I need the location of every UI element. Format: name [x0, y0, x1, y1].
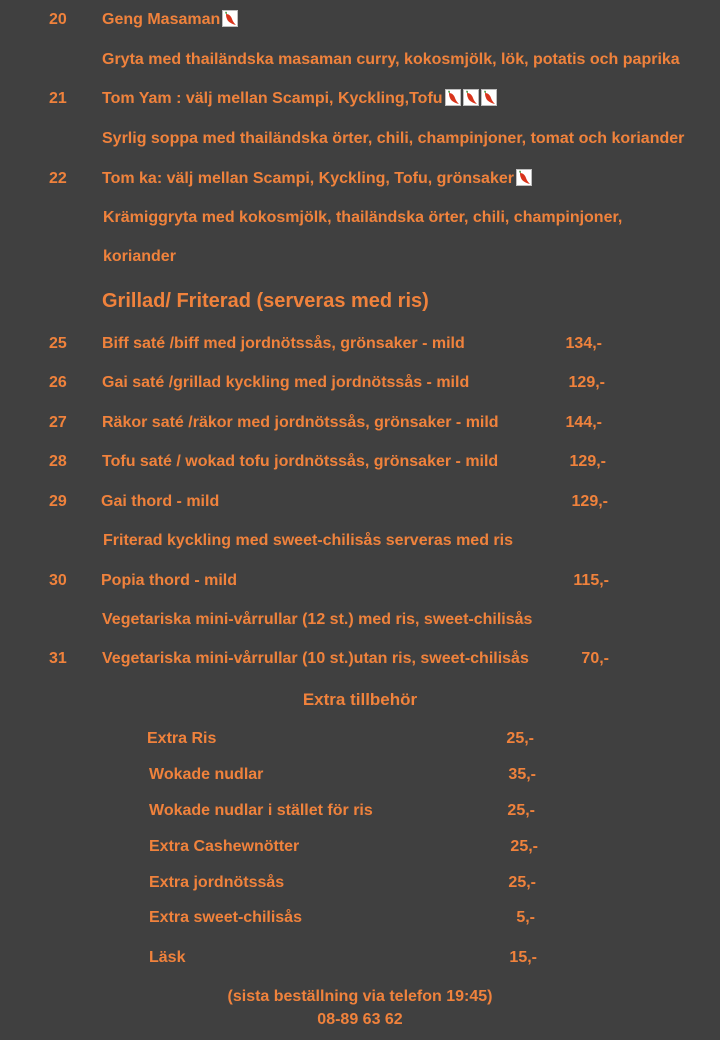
- chili-pepper-icon: [222, 10, 238, 27]
- item-price: 129,-: [568, 374, 605, 391]
- extra-item-name: Extra sweet-chilisås: [149, 909, 302, 926]
- item-description: Krämiggryta med kokosmjölk, thailändska örter, chili, champinjoner,: [103, 209, 623, 226]
- footer-phone: 08-89 63 62: [317, 1011, 403, 1028]
- extra-item-price: 25,-: [510, 838, 538, 855]
- extra-item-price: 25,-: [507, 802, 535, 819]
- extra-item-name: Extra jordnötssås: [149, 874, 285, 891]
- extra-item-price: 25,-: [506, 730, 534, 747]
- item-price: 115,-: [573, 572, 609, 589]
- item-description: Friterad kyckling med sweet-chilisås serveras med ris: [103, 532, 513, 549]
- item-description: Vegetariska mini-vårrullar (12 st.) med ris, sweet-chilisås: [102, 611, 533, 628]
- extra-item-price: 5,-: [516, 909, 535, 926]
- extra-item-name: Extra Cashewnötter: [149, 838, 300, 855]
- item-price: 70,-: [581, 650, 609, 667]
- chili-pepper-icon: [445, 89, 461, 106]
- item-price: 144,-: [565, 414, 602, 431]
- item-number: 26: [49, 374, 67, 391]
- item-description: koriander: [103, 248, 176, 265]
- item-number: 30: [49, 572, 67, 589]
- item-number: 25: [49, 335, 67, 352]
- item-name: Gai thord - mild: [101, 493, 220, 510]
- item-name: Tom ka: välj mellan Scampi, Kyckling, Tofu, grönsaker: [102, 170, 514, 187]
- extra-item-name: Wokade nudlar i stället för ris: [149, 802, 373, 819]
- item-number: 27: [49, 414, 67, 431]
- extra-item-price: 25,-: [508, 874, 536, 891]
- item-name: Vegetariska mini-vårrullar (10 st.)utan ris, sweet-chilisås: [102, 650, 529, 667]
- item-name: Tom Yam : välj mellan Scampi, Kyckling,Tofu: [102, 90, 443, 107]
- item-number: 20: [49, 11, 67, 28]
- chili-pepper-icon: [463, 89, 479, 106]
- item-name: Biff saté /biff med jordnötssås, grönsaker - mild: [102, 335, 465, 352]
- item-number: 21: [49, 90, 67, 107]
- extra-item-price: 35,-: [508, 766, 536, 783]
- footer-note: (sista beställning via telefon 19:45): [227, 988, 493, 1005]
- extras-heading: Extra tillbehör: [302, 690, 418, 709]
- item-number: 31: [49, 650, 67, 667]
- item-name: Tofu saté / wokad tofu jordnötssås, grönsaker - mild: [102, 453, 499, 470]
- item-price: 129,-: [569, 453, 606, 470]
- chili-pepper-icon: [516, 169, 532, 186]
- item-number: 29: [49, 493, 67, 510]
- item-name: Gai saté /grillad kyckling med jordnötssås - mild: [102, 374, 470, 391]
- item-price: 134,-: [565, 335, 602, 352]
- item-name-row: [102, 169, 532, 189]
- item-name: Popia thord - mild: [101, 572, 237, 589]
- item-name-row: [102, 89, 497, 109]
- section-heading: Grillad/ Friterad (serveras med ris): [102, 290, 429, 312]
- item-description: Syrlig soppa med thailändska örter, chili, champinjoner, tomat och koriander: [102, 130, 685, 147]
- item-name-row: [102, 10, 238, 30]
- extra-item-name: Wokade nudlar: [149, 766, 264, 783]
- item-description: Gryta med thailändska masaman curry, kokosmjölk, lök, potatis och paprika: [102, 51, 680, 68]
- chili-pepper-icon: [481, 89, 497, 106]
- item-price: 129,-: [571, 493, 608, 510]
- extra-item-name: Läsk: [149, 949, 186, 966]
- item-number: 28: [49, 453, 67, 470]
- extra-item-price: 15,-: [509, 949, 537, 966]
- item-name: Räkor saté /räkor med jordnötssås, grönsaker - mild: [102, 414, 499, 431]
- item-name: Geng Masaman: [102, 11, 221, 28]
- item-number: 22: [49, 170, 67, 187]
- extra-item-name: Extra Ris: [147, 730, 217, 747]
